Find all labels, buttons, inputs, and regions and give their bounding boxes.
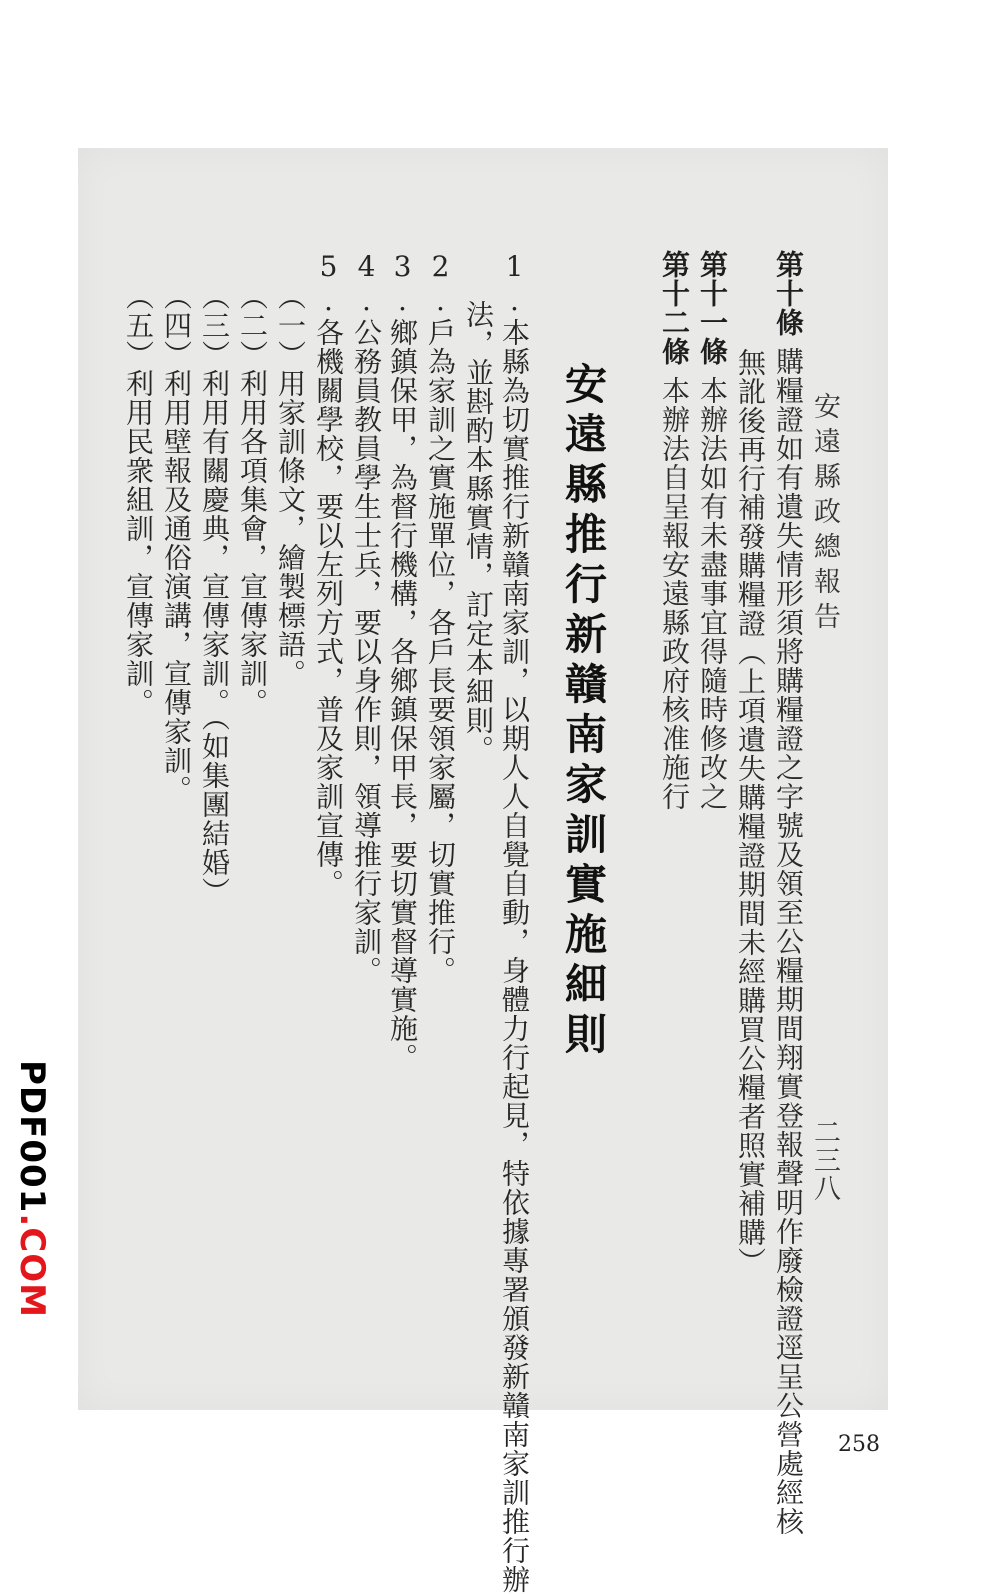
rule-1: 1.本縣為切實推行新贛南家訓，以期人人自覺自動，身體力行起見，特依據專署頒發新贛南家訓推行辦 (498, 250, 531, 1594)
rule-3: 3.鄉鎮保甲，為督行機構，各鄉鎮保甲長，要切實督導實施。 (386, 250, 419, 1072)
rule-2: 2.戶為家訓之實施單位，各戶長要領家屬，切實推行。 (424, 250, 457, 985)
article-text: 購糧證如有遺失情形須將購糧證之字號及領至公糧期間翔實登報聲明作廢檢證逕呈公營處經核 (772, 347, 805, 1536)
page-number: 258 (838, 1432, 880, 1457)
article-label: 第十一條 (696, 250, 729, 366)
article-text: 無訛後再行補發購糧證（上項遺失購糧證期間未經購買公糧者照實補購） (734, 348, 767, 1276)
article-12 (658, 250, 690, 811)
article-label: 第十條 (772, 250, 805, 337)
rule-5-item-4: （四）利用壁報及通俗演講，宣傳家訓。 (160, 282, 193, 804)
watermark-suffix: .COM (12, 1213, 52, 1318)
watermark-prefix: PDF001 (12, 1060, 52, 1214)
rule-5: 5.各機關學校，要以左列方式，普及家訓宣傳。 (312, 250, 345, 898)
rule-5-item-3: （三）利用有關慶典，宣傳家訓。（如集團結婚） (198, 282, 231, 906)
site-watermark (12, 1060, 52, 1318)
article-label: 第十二條 (658, 250, 691, 366)
rule-4: 4.公務員教員學生士兵，要以身作則，領導推行家訓。 (350, 250, 383, 985)
article-11 (696, 250, 728, 811)
article-10-continued (734, 348, 766, 1276)
article-text: 本辦法如有未盡事宜得隨時修改之 (696, 376, 729, 811)
rule-5-item-2: （二）利用各項集會，宣傳家訓。 (236, 282, 269, 717)
running-header-page-number: 二三八 (809, 1118, 840, 1202)
rule-1-continued: 法，並斟酌本縣實情，訂定本細則。 (462, 300, 495, 764)
article-text: 本辦法自呈報安遠縣政府核准施行 (658, 376, 691, 811)
section-title: 安遠縣推行新贛南家訓實施細則 (559, 362, 608, 1062)
article-10 (772, 250, 804, 1536)
rule-5-item-5: （五）利用民衆組訓，宣傳家訓。 (122, 282, 155, 717)
running-header-title: 安遠縣政總報告 (809, 392, 840, 637)
rule-5-item-1: （一）用家訓條文，繪製標語。 (274, 282, 307, 688)
